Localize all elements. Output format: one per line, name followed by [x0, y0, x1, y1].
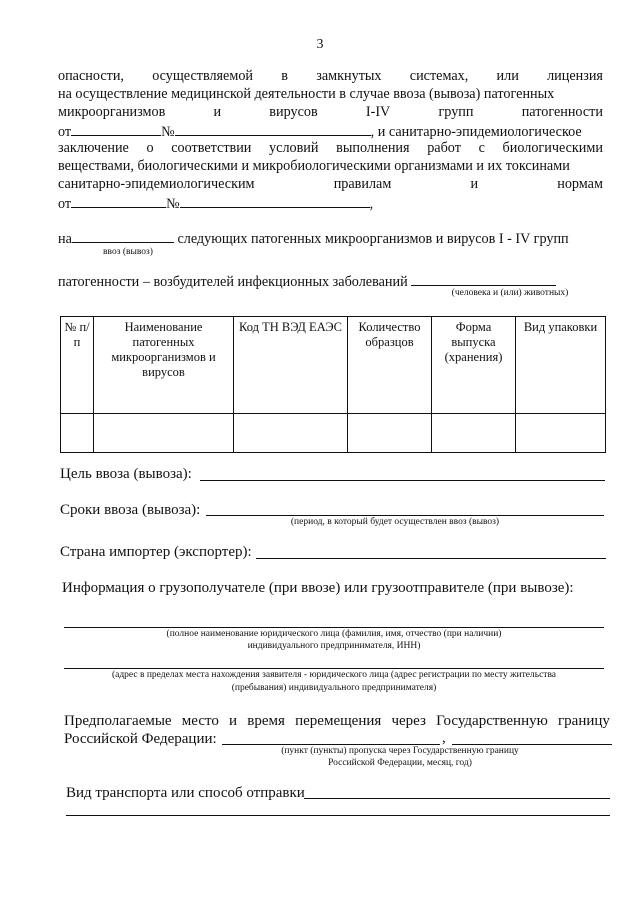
pathogen-line: патогенности – возбудителей инфекционных заболеваний — [58, 272, 603, 291]
para1-line3: микроорганизмов и вирусов I-IV групп патогенности — [58, 104, 603, 120]
consignee-hint-1b: индивидуального предпринимателя, ИНН) — [247, 641, 421, 651]
date-field[interactable] — [71, 122, 161, 136]
country-label: Страна импортер (экспортер): — [60, 544, 252, 560]
border-line1: Предполагаемые место и время перемещения через Государственную границу — [64, 713, 610, 729]
number-field[interactable] — [175, 122, 371, 136]
border-hint-1: (пункт (пункты) пропуска через Государственную границу — [281, 746, 519, 756]
table-cell[interactable] — [234, 414, 348, 453]
consignee-hint-2a: (адрес в пределах места нахождения заявителя - юридического лица (адрес регистрации по месту жительства — [111, 670, 557, 680]
consignee-label: Информация о грузополучателе (при ввозе) или грузоотправителе (при вывозе): — [62, 580, 574, 596]
table-cell[interactable] — [432, 414, 516, 453]
transport-label: Вид транспорта или способ отправки — [66, 785, 305, 801]
pathogen-hint: (человека и (или) животных) — [451, 288, 569, 298]
page-number: 3 — [316, 37, 324, 52]
para1-line2: на осуществление медицинской деятельности в случае ввоза (вывоза) патогенных — [58, 86, 555, 102]
col-name: Наименование патогенных микроорганизмов и вирусов — [94, 317, 234, 414]
terms-hint: (период, в который будет осуществлен ввоз (вывоз) — [290, 517, 500, 527]
purpose-field[interactable] — [200, 480, 605, 481]
border-label: Российской Федерации: — [64, 731, 217, 747]
table-header-row — [61, 317, 606, 414]
para1-line1: опасности, осуществляемой в замкнутых системах, или лицензия — [58, 68, 603, 84]
col-quantity: Количество образцов — [348, 317, 432, 414]
para1-line8: от № , — [58, 196, 374, 212]
col-number: № п/п — [61, 317, 94, 414]
import-export-field[interactable] — [72, 229, 174, 243]
table-cell[interactable] — [61, 414, 94, 453]
border-comma: , — [442, 730, 446, 746]
table-cell[interactable] — [94, 414, 234, 453]
col-form: Форма выпуска (хранения) — [432, 317, 516, 414]
para1-line7: санитарно-эпидемиологическим правилам и нормам — [58, 176, 603, 192]
transport-field[interactable] — [304, 798, 610, 799]
purpose-label: Цель ввоза (вывоза): — [60, 466, 192, 482]
country-field[interactable] — [256, 558, 606, 559]
disease-field[interactable] — [411, 272, 556, 286]
col-package: Вид упаковки — [516, 317, 606, 414]
date-field-2[interactable] — [71, 194, 166, 208]
border-hint-2: Российской Федерации, месяц, год) — [328, 758, 472, 768]
table-cell[interactable] — [348, 414, 432, 453]
col-code: Код ТН ВЭД ЕАЭС — [234, 317, 348, 414]
para1-line6: веществами, биологическими и микробиологическими организмами и их токсинами — [58, 158, 570, 174]
import-line: на следующих патогенных микроорганизмов и вирусов I - IV групп — [58, 231, 569, 247]
terms-label: Сроки ввоза (вывоза): — [60, 502, 201, 518]
consignee-hint-2b: (пребывания) индивидуального предпринимателя) — [231, 683, 437, 693]
table-cell[interactable] — [516, 414, 606, 453]
para1-line4: от № , и санитарно-эпидемиологическое — [58, 124, 582, 140]
transport-field-2[interactable] — [66, 815, 610, 816]
number-field-2[interactable] — [180, 194, 370, 208]
consignee-hint-1a: (полное наименование юридического лица (фамилия, имя, отчество (при наличии) — [166, 629, 502, 639]
table-row — [61, 414, 606, 453]
pathogen-table — [60, 316, 606, 453]
para1-line5: заключение о соответствии условий выполнения работ с биологическими — [58, 140, 603, 156]
import-hint: ввоз (вывоз) — [103, 247, 153, 257]
